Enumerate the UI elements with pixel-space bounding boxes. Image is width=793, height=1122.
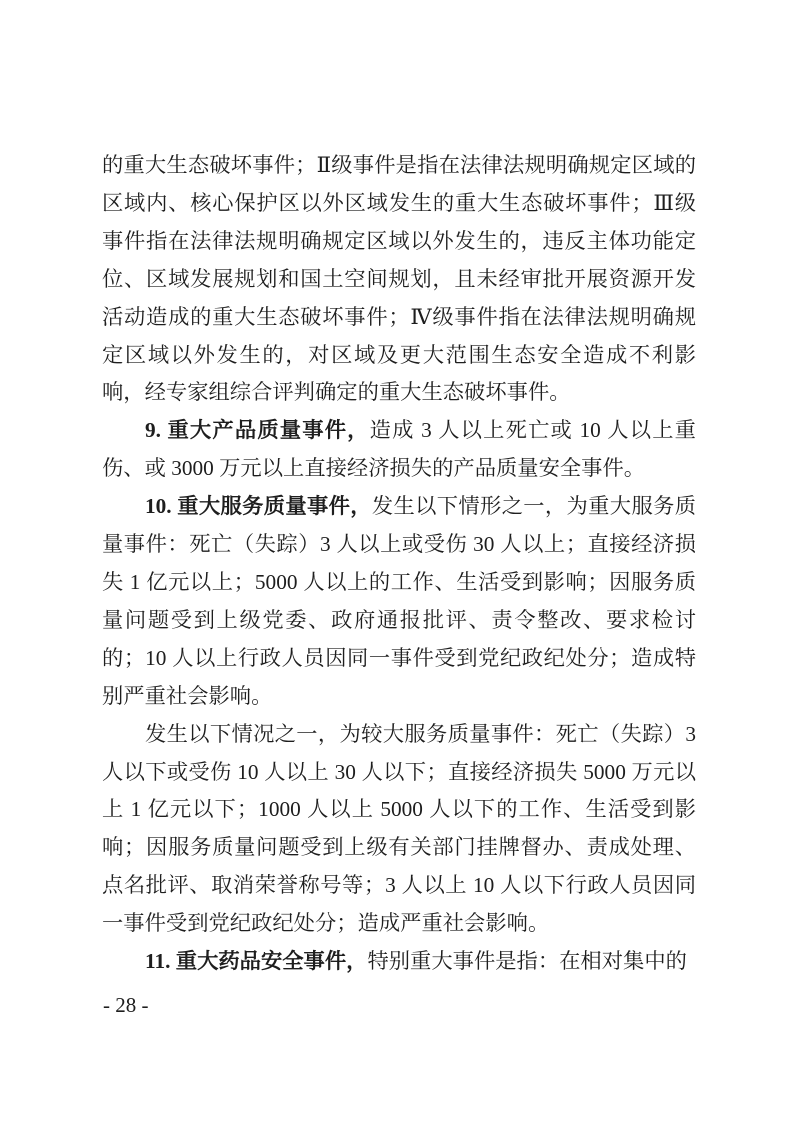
para-10-major-service-quality-event bbox=[102, 488, 696, 715]
para-11-major-drug-safety-event bbox=[102, 943, 696, 981]
body-text-run: 发生以下情况之一，为较大服务质量事件：死亡（失踪）3 人以下或受伤 10 人以上 30 人以下；直接经济损失 5000 万元以上 1 亿元以下；1000 人以上 5000 人以下的工作、生活受到影响；因服务质量问题受到上级有关部门挂牌督办、责成处理、点名批评、取消荣誉称号等；3 人以上 10 人以下行政人员因同一事件受到党纪政纪处分；造成严重社会影响。 bbox=[102, 721, 696, 936]
para-larger-service-quality-event bbox=[102, 716, 696, 943]
section-heading-run: 9. 重大产品质量事件， bbox=[145, 418, 370, 443]
para-eco-damage-event-levels bbox=[102, 147, 696, 412]
page-number: - 28 - bbox=[103, 993, 149, 1017]
body-text-run: 特别重大事件是指：在相对集中的 bbox=[367, 949, 687, 974]
para-9-major-product-quality-event bbox=[102, 412, 696, 488]
body-text-run: 造成 3 人以上死亡或 10 人以上重伤、或 3000 万元以上直接经济损失的产品质量安全事件。 bbox=[102, 418, 696, 481]
section-heading-run: 10. 重大服务质量事件， bbox=[145, 494, 372, 519]
section-heading-run: 11. 重大药品安全事件， bbox=[145, 949, 368, 974]
body-text-run: 发生以下情形之一，为重大服务质量事件：死亡（失踪）3 人以上或受伤 30 人以上；直接经济损失 1 亿元以上；5000 人以上的工作、生活受到影响；因服务质量问题受到上级党委、政府通报批评、责令整改、要求检讨的；10 人以上行政人员因同一事件受到党纪政纪处分；造成特别严重社会影响。 bbox=[102, 494, 696, 708]
body-text-run: 的重大生态破坏事件；Ⅱ级事件是指在法律法规明确规定区域的区域内、核心保护区以外区域发生的重大生态破坏事件；Ⅲ级事件指在法律法规明确规定区域以外发生的，违反主体功能定位、区域发展规划和国土空间规划，且未经审批开展资源开发活动造成的重大生态破坏事件；Ⅳ级事件指在法律法规明确规定区域以外发生的，对区域及更大范围生态安全造成不利影响，经专家组综合评判确定的重大生态破坏事件。 bbox=[102, 153, 696, 405]
document-body bbox=[102, 147, 696, 981]
